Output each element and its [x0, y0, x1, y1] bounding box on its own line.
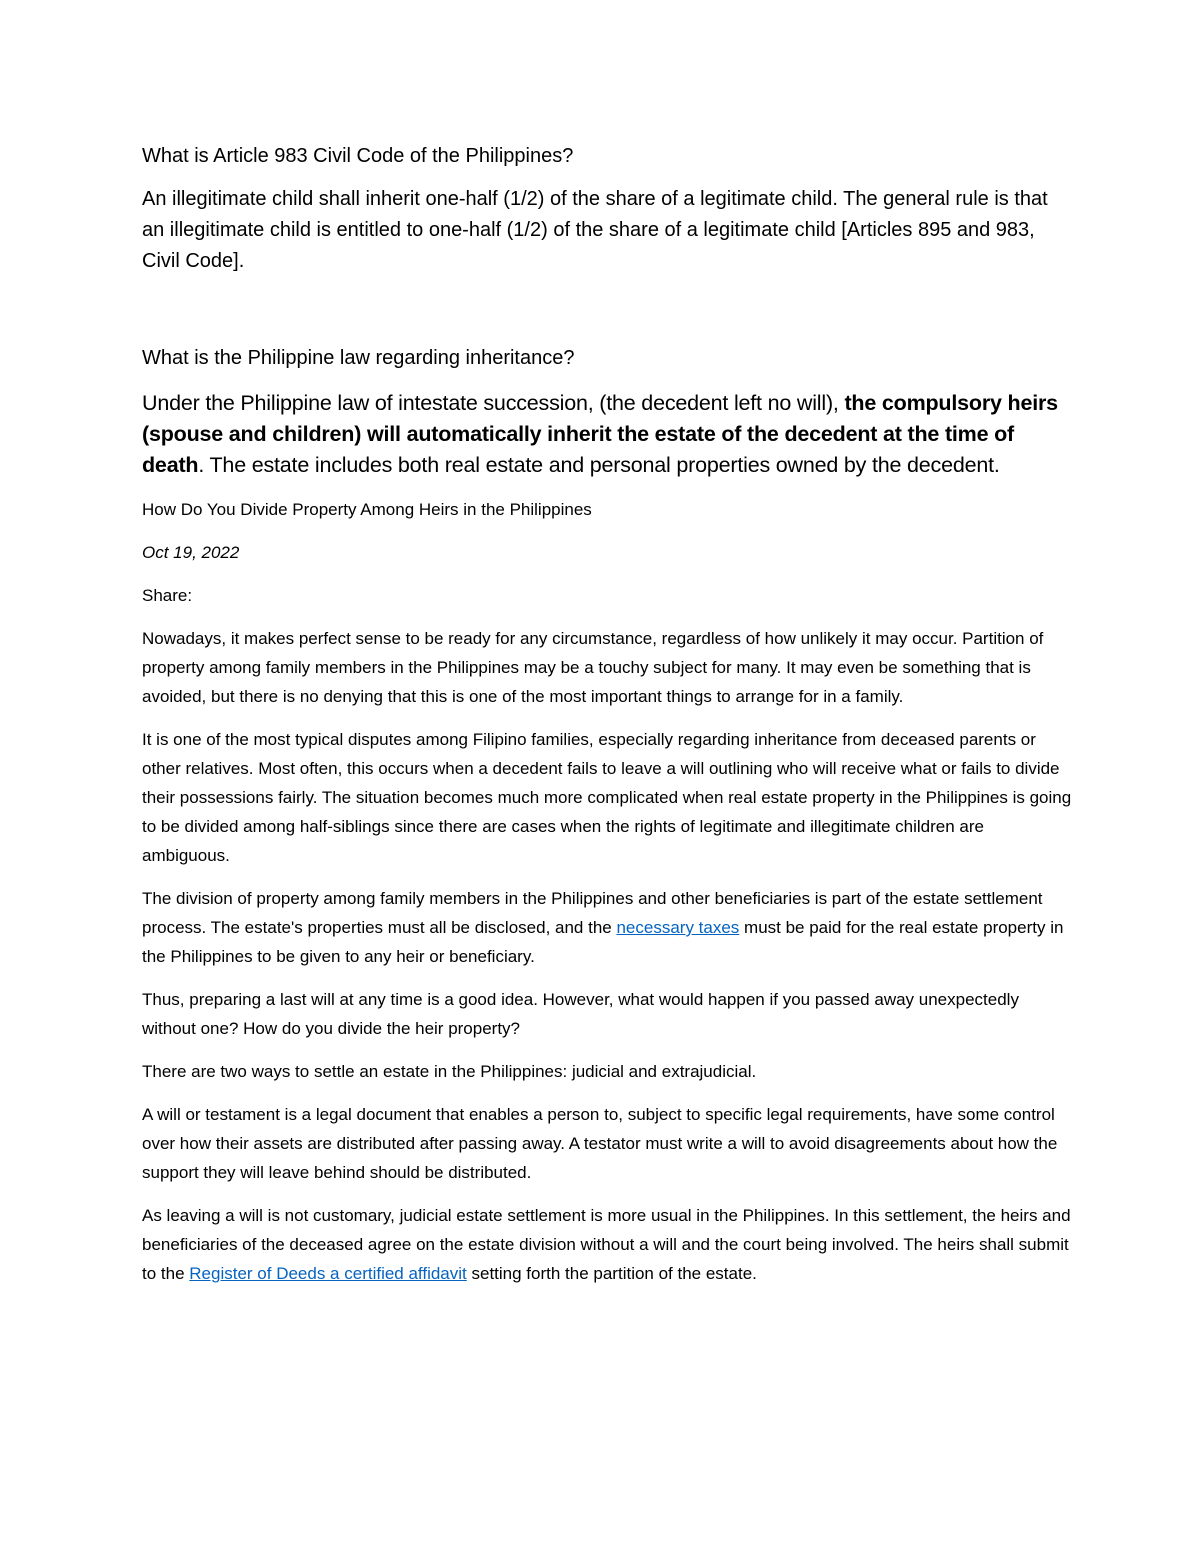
- answer-inheritance-bold: the compulsory heirs (spouse and children) will automatically inherit the estate of the decedent at the time of death: [142, 391, 1058, 477]
- paragraph-intro: Nowadays, it makes perfect sense to be ready for any circumstance, regardless of how unlikely it may occur. Partition of property among family members in the Philippines may be a touchy subject for many. It may even be something that is avoided, but there is no denying that this is one of the most important things to arrange for in a family.: [142, 629, 1044, 706]
- register-of-deeds-link[interactable]: Register of Deeds a certified affidavit: [189, 1264, 467, 1283]
- answer-article-983: An illegitimate child shall inherit one-half (1/2) of the share of a legitimate child. The general rule is that an illegitimate child is entitled to one-half (1/2) of the share of a legitimate child [Articles 895 and 983, Civil Code].: [142, 188, 1048, 272]
- paragraph-division-text-2: must be paid for the real estate property in the Philippines to be given to any heir or beneficiary.: [142, 918, 1064, 966]
- answer-inheritance-text-2: . The estate includes both real estate and personal properties owned by the decedent.: [198, 453, 1000, 477]
- paragraph-division-text-1: The division of property among family members in the Philippines and other beneficiaries is part of the estate settlement process. The estate's properties must all be disclosed, and the: [142, 889, 1043, 937]
- paragraph-judicial-text-1: As leaving a will is not customary, judicial estate settlement is more usual in the Philippines. In this settlement, the heirs and beneficiaries of the deceased agree on the estate division without a will and the court being involved. The heirs shall submit to the: [142, 1206, 1071, 1283]
- paragraph-judicial: [142, 1201, 1072, 1288]
- paragraph-testament: A will or testament is a legal document that enables a person to, subject to specific legal requirements, have some control over how their assets are distributed after passing away. A testator must write a will to avoid disagreements about how the support they will leave behind should be distributed.: [142, 1105, 1058, 1182]
- paragraph-judicial-text-2: setting forth the partition of the estate.: [466, 1264, 757, 1283]
- necessary-taxes-link[interactable]: necessary taxes: [616, 918, 740, 937]
- document-page: [142, 140, 1072, 1302]
- paragraph-disputes: It is one of the most typical disputes among Filipino families, especially regarding inheritance from deceased parents or other relatives. Most often, this occurs when a decedent fails to leave a will outlining who will receive what or fails to divide their possessions fairly. The situation becomes much more complicated when real estate property in the Philippines is going to be divided among half-siblings since there are cases when the rights of legitimate and illegitimate children are ambiguous.: [142, 730, 1072, 865]
- paragraph-last-will: Thus, preparing a last will at any time is a good idea. However, what would happen if you passed away unexpectedly without one? How do you divide the heir property?: [142, 990, 1019, 1038]
- answer-inheritance-law: [142, 388, 1072, 481]
- article-date: Oct 19, 2022: [142, 543, 240, 562]
- paragraph-division: [142, 884, 1072, 971]
- answer-inheritance-text-1: Under the Philippine law of intestate succession, (the decedent left no will),: [142, 391, 845, 415]
- share-label: Share:: [142, 586, 193, 605]
- paragraph-two-ways: There are two ways to settle an estate in the Philippines: judicial and extrajudicial.: [142, 1062, 757, 1081]
- article-title: How Do You Divide Property Among Heirs in the Philippines: [142, 500, 592, 519]
- question-article-983: What is Article 983 Civil Code of the Philippines?: [142, 145, 574, 167]
- question-inheritance-law: What is the Philippine law regarding inheritance?: [142, 347, 575, 369]
